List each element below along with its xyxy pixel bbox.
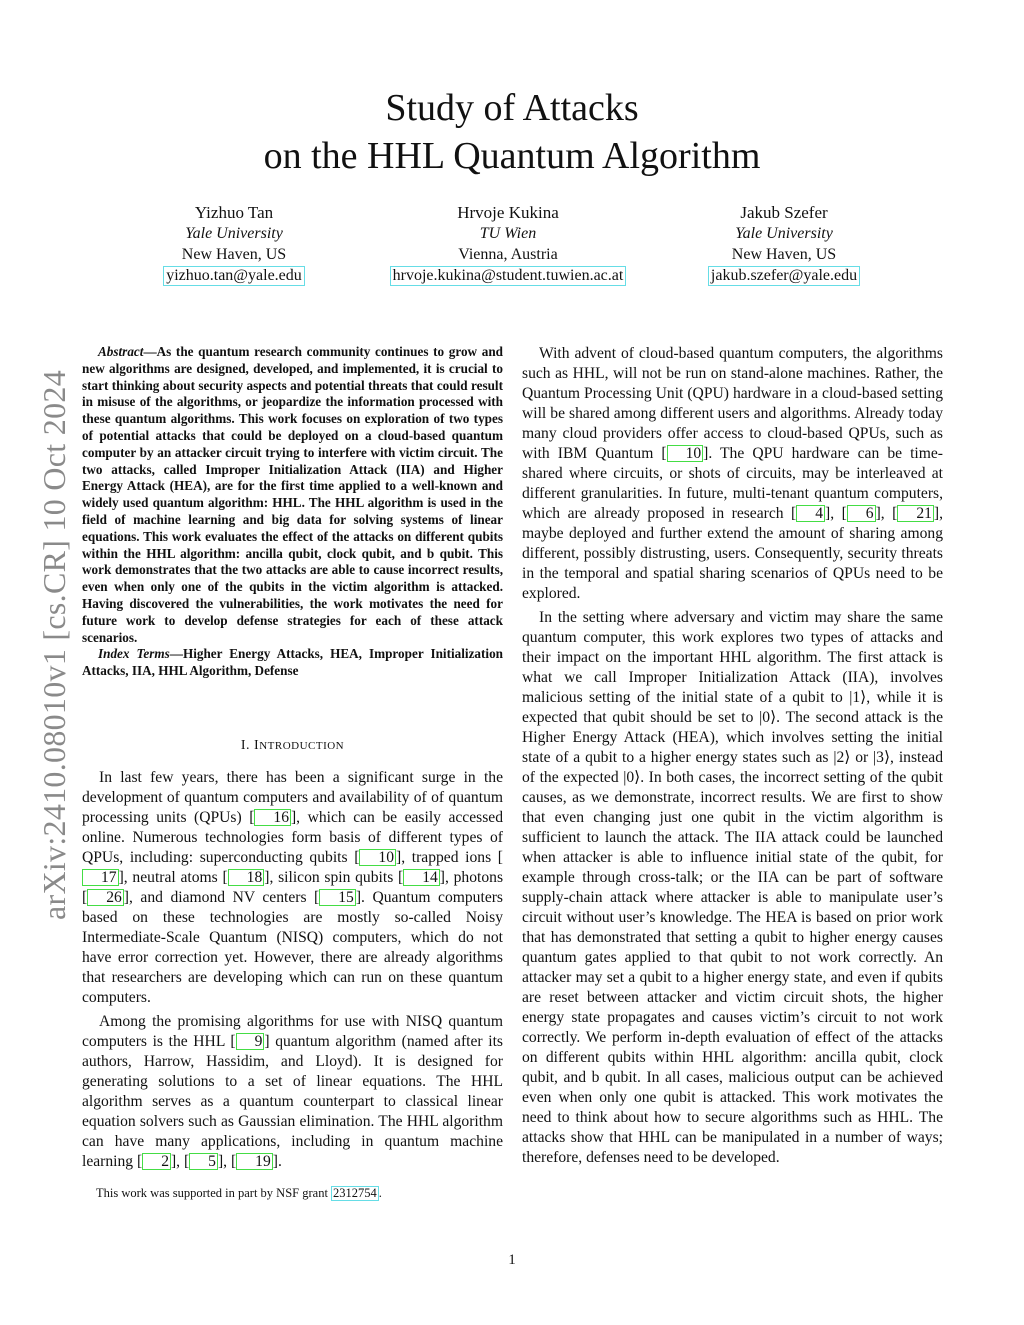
index-terms-text: —Higher Energy Attacks, HEA, Improper Initialization Attacks, IIA, HHL Algorithm, Defense: [82, 646, 503, 679]
citation-link[interactable]: 21: [897, 505, 934, 522]
abstract-block: [82, 344, 503, 680]
author-location: New Haven, US: [181, 246, 287, 263]
citation-link[interactable]: 26: [87, 889, 124, 906]
paragraph: With advent of cloud-based quantum computers, the algorithms such as HHL, will not be run on stand-alone machines. Rather, the Quantum Processing Unit (QPU) hardware in a cloud-based setting will be shared among different users and algorithms. Already today many cloud providers offer access to cloud-based QPUs, such as with IBM Quantum [ 10 ]. The QPU hardware can be time-shared where circuits, or shots of circuits, may be interleaved at different granularities. In future, multi-tenant quantum computers, which are already proposed in research [ 4 ], [ 6 ], [ 21 ], maybe deployed and further extend the amount of sharing among different, possibly distrusting, users. Consequently, security threats in the temporal and spatial sharing scenarios of QPUs need to be explored.: [522, 345, 943, 602]
page-number: 1: [508, 1252, 516, 1268]
footnote: This work was supported in part by NSF grant 2312754 .: [82, 1185, 382, 1201]
citation-link[interactable]: 19: [236, 1153, 273, 1170]
citation-link[interactable]: 4: [796, 505, 825, 522]
paragraph: In the setting where adversary and victim may share the same quantum computer, this work explores two types of attacks and their impact on the important HHL algorithm. The first attack is what we call Improper Initialization Attack (IIA), involves malicious setting of the initial state of a qubit to |1⟩, while it is expected that qubit should be set to |0⟩. The second attack is the Higher Energy Attack (HEA), which involves setting the initial state of a qubit to a higher energy states such as |2⟩ or |3⟩, instead of the expected |0⟩. In both cases, the incorrect setting of the qubit causes, as we demonstrate, incorrect results. We are first to show that even changing just one qubit in the victim algorithm is sufficient to launch the attack. The IIA attack could be launched when attacker is able to influence initial state of the qubit, for example through cross-talk; or the IIA can be part of software supply-chain attack where attacker is able to manipulate user’s circuit without user’s knowledge. The HEA is based on prior work that has demonstrated that setting a qubit to higher energy causes quantum gates applied to that qubit to not work correctly. An attacker may set a qubit to a higher energy state, and even if qubits are reset between attacker and victim circuit shots, the higher energy state propagates and causes victim’s circuit to not work correctly. We perform in-depth evaluation of effect of the attacks on different qubits within HHL algorithm: ancilla qubit, clock qubit, and b qubit. In all cases, malicious output can be achieved even when only one qubit is attacked. This work motivates the need to think about how to secure algorithms such as HHL. The attacks show that HHL can be manipulated in a number of ways; therefore, defenses need to be developed.: [522, 609, 943, 1166]
author-affiliation: TU Wien: [479, 225, 537, 242]
author-name: Jakub Szefer: [740, 203, 828, 222]
citation-link[interactable]: 6: [847, 505, 876, 522]
abstract-text: —As the quantum research community continues to grow and new algorithms are designed, developed, and implemented, it is crucial to start thinking about security aspects and potential threats that could result in misuse of the algorithms, or jeopardize the information processed with these quantum algorithms. This work focuses on exploration of two types of potential attacks that could be deployed on a cloud-based quantum computer by an attacker circuit trying to interfere with victim circuit. The two attacks, called Improper Initialization Attack (IIA) and Higher Energy Attack (HEA), are for the first time applied to a well-known and widely used quantum algorithm: HHL. The HHL algorithm is used in the field of machine learning and big data for solving systems of linear equations. This work evaluates the effect of the attacks on different qubits within the HHL algorithm: ancilla qubit, clock qubit, and b qubit. This work demonstrates that the two attacks are able to cause incorrect results, even when only one of the qubits in the victim algorithm is attacked. Having discovered the vulnerabilities, the work motivates the need for future work to develop defense strategies for each of these attack scenarios.: [82, 344, 503, 645]
author-block-2: [368, 202, 648, 286]
citation-link[interactable]: 17: [82, 869, 119, 886]
author-location: Vienna, Austria: [458, 246, 558, 263]
author-email-link[interactable]: jakub.szefer@yale.edu: [708, 266, 860, 286]
citation-link[interactable]: 18: [228, 869, 265, 886]
intro-left-column: [82, 768, 503, 1176]
section-heading: [82, 738, 503, 754]
title-line-1: Study of Attacks: [385, 87, 639, 129]
grant-link[interactable]: 2312754: [333, 1186, 377, 1200]
citation-link[interactable]: 15: [319, 889, 356, 906]
author-block-1: [94, 202, 374, 286]
footnote-text: This work was supported in part by NSF grant: [96, 1186, 332, 1200]
author-email-link[interactable]: yizhuo.tan@yale.edu: [163, 266, 305, 286]
paragraph: Among the promising algorithms for use with NISQ quantum computers is the HHL [ 9 ] quantum algorithm (named after its authors, Harrow, Hassidim, and Lloyd). It is designed for generating solutions to a set of linear equations. The HHL algorithm serves as a quantum counterpart to classical linear equation solvers such as Gaussian elimination. The HHL algorithm can have many applications, including in quantum machine learning [ 2 ], [ 5 ], [ 19 ].: [82, 1013, 503, 1170]
paragraph: In last few years, there has been a significant surge in the development of quantum computers and availability of of quantum processing units (QPUs) [ 16 ], which can be easily accessed online. Numerous technologies form basis of different types of QPUs, including: superconducting qubits [ 10 ], trapped ions [17 ], neutral atoms [ 18 ], silicon spin qubits [ 14 ], photons [ 26 ], and diamond NV centers [ 15 ]. Quantum computers based on these technologies are mostly so-called Noisy Intermediate-Scale Quantum (NISQ) computers, which do not have error correction yet. However, there are already algorithms that researchers are developing which can run on these quantum computers.: [82, 769, 504, 1006]
abstract-label: Abstract: [98, 344, 144, 359]
citation-link[interactable]: 9: [236, 1033, 265, 1050]
citation-link[interactable]: 10: [359, 849, 396, 866]
author-block-3: [644, 202, 924, 286]
author-name: Yizhuo Tan: [194, 203, 274, 222]
paper-title: [0, 84, 1024, 180]
citation-link[interactable]: 14: [403, 869, 440, 886]
arxiv-identifier: arXiv:2410.08010v1 [cs.CR] 10 Oct 2024: [36, 370, 72, 921]
section-title-initial: I: [254, 738, 260, 753]
citation-link[interactable]: 5: [189, 1153, 218, 1170]
citation-link[interactable]: 10: [667, 445, 704, 462]
index-terms-label: Index Terms: [98, 646, 170, 662]
citation-link[interactable]: 16: [254, 809, 291, 826]
citation-link[interactable]: 2: [142, 1153, 171, 1170]
section-title-rest: NTRODUCTION: [259, 740, 345, 752]
author-email-link[interactable]: hrvoje.kukina@student.tuwien.ac.at: [390, 266, 627, 286]
section-number: I.: [240, 738, 251, 753]
author-affiliation: Yale University: [735, 225, 833, 242]
title-line-2: on the HHL Quantum Algorithm: [263, 135, 761, 177]
author-location: New Haven, US: [731, 246, 837, 263]
author-name: Hrvoje Kukina: [457, 203, 559, 222]
intro-right-column: [522, 344, 943, 1172]
author-affiliation: Yale University: [185, 225, 283, 242]
